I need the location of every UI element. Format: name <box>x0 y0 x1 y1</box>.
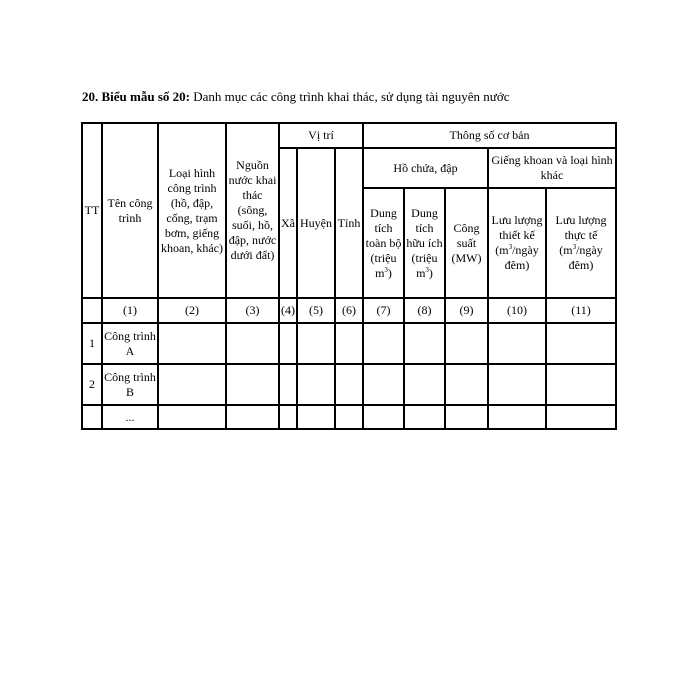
column-number: (2) <box>158 298 226 323</box>
empty-cell <box>445 323 488 364</box>
header-dung-tich-huu-ich: Dung tích hữu ích (triệu $m^3$) <box>404 188 445 298</box>
empty-cell <box>404 323 445 364</box>
row-tt: 1 <box>82 323 102 364</box>
header-ten-cong-trinh: Tên công trình <box>102 123 158 298</box>
header-thong-so: Thông số cơ bản <box>363 123 616 148</box>
header-luu-luong-thiet-ke: Lưu lượng thiết kế ($m^3$/ngày đêm) <box>488 188 546 298</box>
column-number-row <box>82 298 616 323</box>
header-cong-suat: Công suất (MW) <box>445 188 488 298</box>
header-vi-tri: Vị trí <box>279 123 363 148</box>
column-number: (6) <box>335 298 363 323</box>
column-number: (11) <box>546 298 616 323</box>
empty-cell <box>445 364 488 405</box>
empty-cell <box>445 405 488 429</box>
header-ho-chua: Hồ chứa, đập <box>363 148 488 188</box>
column-number: (3) <box>226 298 279 323</box>
empty-cell <box>363 405 404 429</box>
empty-cell <box>488 405 546 429</box>
header-gieng-khoan: Giếng khoan và loại hình khác <box>488 148 616 188</box>
empty-cell <box>158 405 226 429</box>
empty-cell <box>335 364 363 405</box>
column-number: (5) <box>297 298 335 323</box>
header-xa: Xã <box>279 148 297 298</box>
document-title <box>82 89 510 105</box>
ellipsis-text: ... <box>102 405 158 429</box>
row-name: Công trình B <box>102 364 158 405</box>
empty-cell <box>363 323 404 364</box>
empty-cell <box>488 323 546 364</box>
table-row <box>82 323 616 364</box>
table-row <box>82 405 616 429</box>
header-loai-hinh: Loại hình công trình (hồ, đập, cống, trạm bơm, giếng khoan, khác) <box>158 123 226 298</box>
empty-cell <box>488 364 546 405</box>
empty-cell <box>279 405 297 429</box>
empty-cell <box>279 364 297 405</box>
header-huyen: Huyện <box>297 148 335 298</box>
empty-cell <box>297 405 335 429</box>
title-text: Danh mục các công trình khai thác, sử dụng tài nguyên nước <box>193 89 510 104</box>
row-name: Công trình A <box>102 323 158 364</box>
empty-cell <box>226 323 279 364</box>
table-row <box>82 364 616 405</box>
empty-cell <box>335 405 363 429</box>
empty-cell <box>546 364 616 405</box>
header-tt: TT <box>82 123 102 298</box>
empty-cell <box>335 323 363 364</box>
header-nguon-nuoc: Nguồn nước khai thác (sông, suối, hồ, đập, nước dưới đất) <box>226 123 279 298</box>
empty-cell <box>404 405 445 429</box>
empty-cell <box>226 364 279 405</box>
column-number: (7) <box>363 298 404 323</box>
empty-cell <box>158 323 226 364</box>
empty-cell <box>158 364 226 405</box>
row-tt: 2 <box>82 364 102 405</box>
header-luu-luong-thuc-te: Lưu lượng thực tế ($m^3$/ngày đêm) <box>546 188 616 298</box>
column-number: (4) <box>279 298 297 323</box>
column-number: (1) <box>102 298 158 323</box>
works-list-table <box>81 122 617 430</box>
empty-cell <box>404 364 445 405</box>
empty-cell <box>82 405 102 429</box>
column-number: (9) <box>445 298 488 323</box>
empty-cell <box>546 405 616 429</box>
empty-cell <box>297 323 335 364</box>
empty-cell <box>297 364 335 405</box>
title-form-number: 20. Biểu mẫu số 20: <box>82 89 190 104</box>
empty-cell <box>546 323 616 364</box>
column-number: (8) <box>404 298 445 323</box>
empty-cell <box>363 364 404 405</box>
column-number-tt <box>82 298 102 323</box>
empty-cell <box>226 405 279 429</box>
header-tinh: Tỉnh <box>335 148 363 298</box>
column-number: (10) <box>488 298 546 323</box>
header-dung-tich-toan-bo: Dung tích toàn bộ (triệu $m^3$) <box>363 188 404 298</box>
empty-cell <box>279 323 297 364</box>
